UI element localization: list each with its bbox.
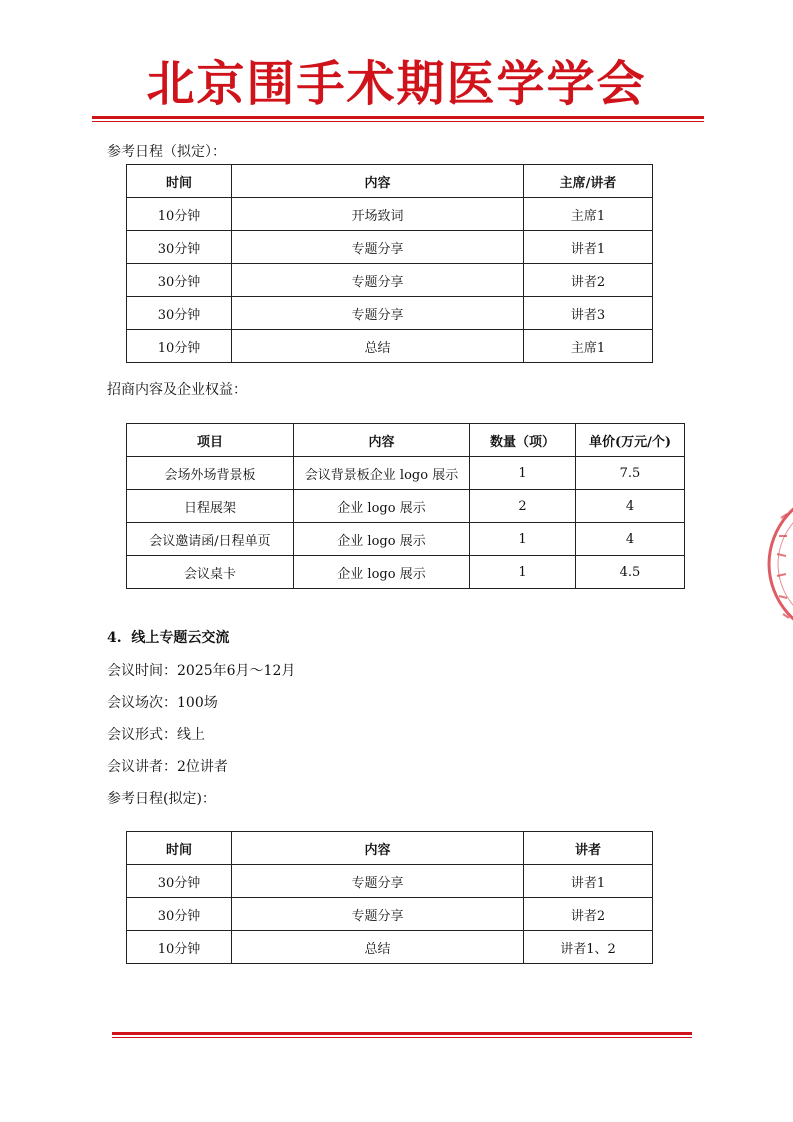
section-heading: 4. 线上专题云交流 (107, 630, 230, 646)
table-row (127, 523, 685, 556)
table-cell: 企业 logo 展示 (294, 523, 470, 556)
table-row (127, 457, 685, 490)
table-cell: 会议桌卡 (127, 556, 294, 589)
table-cell: 企业 logo 展示 (294, 490, 470, 523)
table-row (127, 297, 653, 330)
header-cell: 内容 (232, 165, 524, 198)
table-cell: 专题分享 (232, 297, 524, 330)
table-cell: 7.5 (576, 457, 685, 490)
table-cell: 讲者2 (524, 898, 653, 931)
table-cell: 主席1 (524, 330, 653, 363)
table-cell: 会场外场背景板 (127, 457, 294, 490)
table-row (127, 330, 653, 363)
header-cell: 内容 (294, 424, 470, 457)
table-row (127, 198, 653, 231)
table-cell: 10分钟 (127, 198, 232, 231)
header-cell: 主席/讲者 (524, 165, 653, 198)
header-rule-thick (92, 116, 704, 119)
header-cell: 数量（项） (470, 424, 576, 457)
table-cell: 专题分享 (232, 231, 524, 264)
table-cell: 1 (470, 457, 576, 490)
table-cell: 10分钟 (127, 330, 232, 363)
table-cell: 专题分享 (232, 264, 524, 297)
page-title: 北京围手术期医学学会 (146, 56, 647, 112)
table-cell: 30分钟 (127, 865, 232, 898)
table-row (127, 490, 685, 523)
table-cell: 主席1 (524, 198, 653, 231)
info-line: 会议讲者：2位讲者 (107, 759, 228, 775)
table-cell: 30分钟 (127, 264, 232, 297)
table-cell: 1 (470, 556, 576, 589)
table-row (127, 556, 685, 589)
table-cell: 总结 (232, 931, 524, 964)
table-header-row (127, 832, 653, 865)
info-line: 会议形式：线上 (107, 727, 205, 743)
table-cell: 4 (576, 490, 685, 523)
header-cell: 时间 (127, 165, 232, 198)
table-cell: 4.5 (576, 556, 685, 589)
sponsorship-label: 招商内容及企业权益： (107, 382, 247, 398)
table-cell: 开场致词 (232, 198, 524, 231)
table-cell: 30分钟 (127, 297, 232, 330)
table-cell: 讲者3 (524, 297, 653, 330)
header-cell: 单价(万元/个) (576, 424, 685, 457)
table-cell: 讲者1、2 (524, 931, 653, 964)
header-cell: 讲者 (524, 832, 653, 865)
table-cell: 30分钟 (127, 898, 232, 931)
table-cell: 会议背景板企业 logo 展示 (294, 457, 470, 490)
header-rule-thin (92, 121, 704, 122)
seal-stamp-icon (765, 488, 793, 640)
table-cell: 讲者2 (524, 264, 653, 297)
table-row (127, 931, 653, 964)
table-row (127, 231, 653, 264)
header-cell: 项目 (127, 424, 294, 457)
header-cell: 时间 (127, 832, 232, 865)
table-header-row (127, 165, 653, 198)
table-cell: 2 (470, 490, 576, 523)
info-line: 会议场次：100场 (107, 695, 218, 711)
header-cell: 内容 (232, 832, 524, 865)
table-cell: 总结 (232, 330, 524, 363)
schedule-table (126, 164, 653, 363)
table-cell: 1 (470, 523, 576, 556)
table-cell: 4 (576, 523, 685, 556)
table-header-row (127, 424, 685, 457)
info-line: 会议时间：2025年6月～12月 (107, 663, 296, 679)
sponsorship-table (126, 423, 685, 589)
schedule-label: 参考日程（拟定）： (107, 144, 226, 160)
table-cell: 企业 logo 展示 (294, 556, 470, 589)
table-row (127, 898, 653, 931)
table-cell: 日程展架 (127, 490, 294, 523)
table-cell: 讲者1 (524, 865, 653, 898)
schedule-label: 参考日程(拟定)： (107, 791, 216, 807)
table-cell: 专题分享 (232, 865, 524, 898)
table-row (127, 264, 653, 297)
footer-rule-thick (112, 1032, 692, 1035)
table-cell: 30分钟 (127, 231, 232, 264)
footer-rule-thin (112, 1037, 692, 1038)
table-cell: 讲者1 (524, 231, 653, 264)
table-cell: 10分钟 (127, 931, 232, 964)
table-row (127, 865, 653, 898)
table-cell: 会议邀请函/日程单页 (127, 523, 294, 556)
online-schedule-table (126, 831, 653, 964)
table-cell: 专题分享 (232, 898, 524, 931)
